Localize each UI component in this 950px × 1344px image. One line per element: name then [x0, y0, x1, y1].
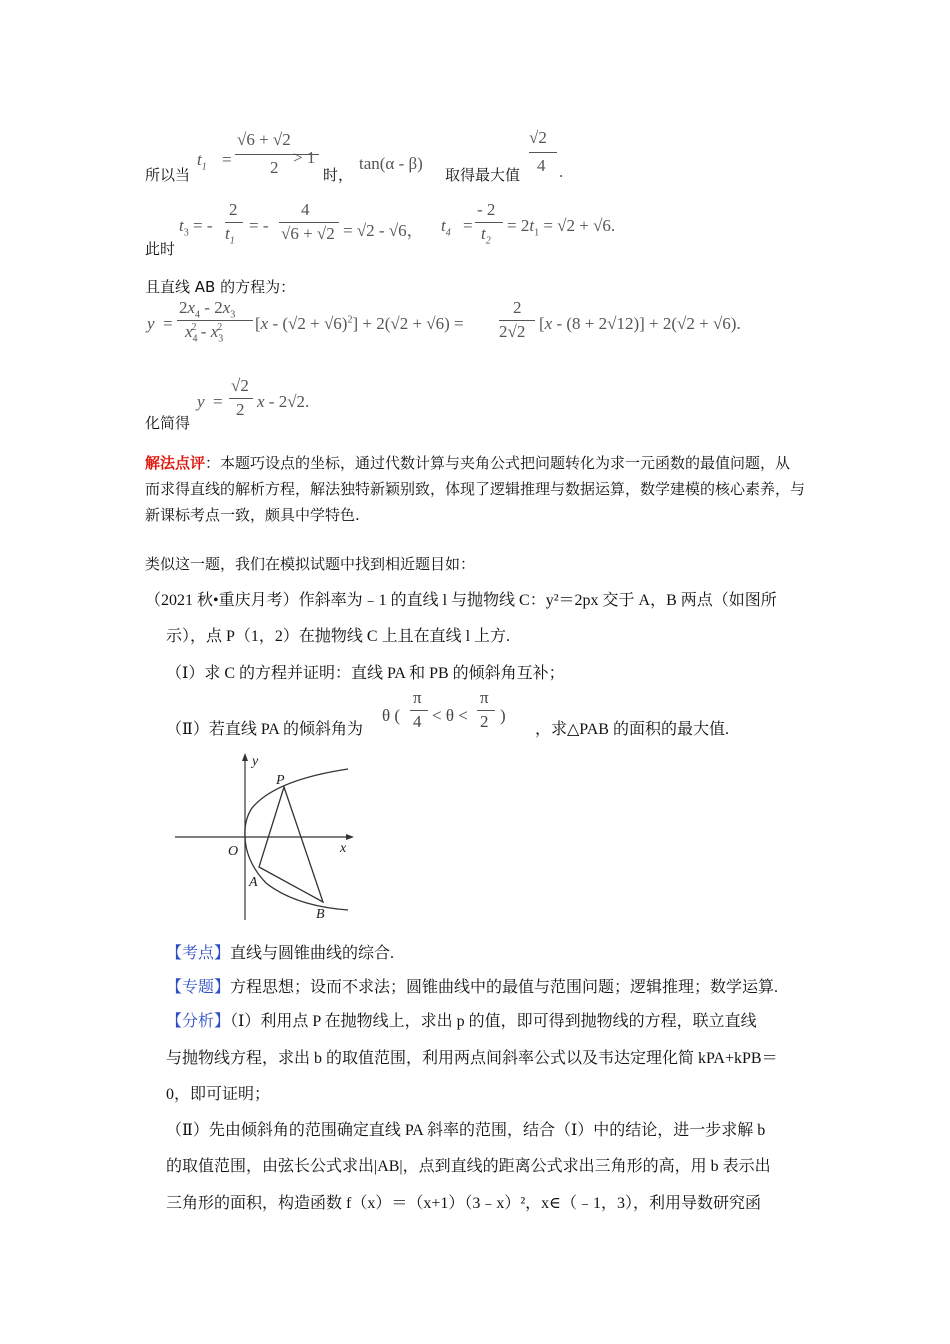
problem-line-1 [145, 587, 777, 610]
problem-source: （2021 秋•重庆月考） [145, 592, 299, 609]
method-comment [145, 450, 805, 528]
text-max-value: 取得最大值 [445, 166, 521, 184]
tan-expression: tan(α - β) [359, 154, 423, 173]
x-axis-arrow [346, 834, 354, 840]
label-b: B [316, 907, 325, 922]
fenxi-text-6: 三角形的面积，构造函数 f（x）＝（x+1）（3﹣x）²，x∈（﹣1，3），利用导数研究函 [166, 1195, 761, 1212]
zhuanti-tag: 【专题】 [166, 979, 231, 996]
part2-suffix: ，求△PAB 的面积的最大值. [535, 721, 729, 738]
line-t3-t4 [145, 198, 845, 258]
label-a: A [249, 875, 258, 890]
line-ab-equation [145, 276, 845, 356]
y-axis-arrow [242, 753, 248, 761]
ab-equation-formula: y = $2x_4 - 2x_3$ $x_4^2 - x_3^2$ $[x - (√2 + √6)^2] + 2(√2 + √6)$ = 2 2√2 [x - (8 + 2√12)] + 2(√2 + √6). [147, 298, 741, 345]
text-ab-equation-label: 且直线 AB 的方程为： [145, 278, 296, 296]
text-cishi: 此时 [145, 240, 176, 258]
period: . [559, 162, 564, 181]
fenxi-tag: 【分析】 [166, 1013, 231, 1030]
part2-prefix: （Ⅱ）若直线 PA 的倾斜角为 [166, 721, 363, 738]
text-huajiande: 化简得 [145, 414, 191, 432]
t3-t4-formula: $t_3$ = - 2 $t_1$ = - 4 √6 + √2 = √2 - √6， $t_4$ = - 2 $t_2$ = $2t_1 = √2 + √6$. [179, 200, 616, 247]
comment-title: 解法点评 [145, 454, 206, 472]
label-y: y [252, 754, 259, 769]
fenxi-text-5: 的取值范围，由弦长公式求出|AB|，点到直线的距离公式求出三角形的高，用 b 表示出 [166, 1158, 771, 1175]
text-shi: 时， [323, 166, 354, 184]
label-x: x [340, 841, 347, 856]
fenxi-text-3: 0，即可证明； [166, 1086, 271, 1103]
max-value-fraction: √2 4 [529, 128, 559, 184]
problem-part2 [166, 716, 363, 739]
fenxi-text-4: （Ⅱ）先由倾斜角的范围确定直线 PA 斜率的范围，结合（Ⅰ）中的结论，进一步求解 b [166, 1122, 766, 1139]
kaodian-line [166, 940, 394, 963]
label-p: P [276, 773, 285, 788]
kaodian-text: 直线与圆锥曲线的综合. [230, 945, 395, 962]
problem-stem-2: 示），点 P（1，2）在抛物线 C 上且在直线 l 上方. [166, 628, 511, 645]
parabola-figure [170, 748, 360, 924]
simplified-formula: y = √2 2 x - 2√2. [197, 376, 310, 419]
line-simplified [145, 374, 545, 434]
t1-formula: $t_1$ = √6 + √2 2 > 1 [197, 130, 321, 190]
fenxi-text-2: 与抛物线方程，求出 b 的取值范围，利用两点间斜率公式以及韦达定理化简 kPA+kPB＝ [166, 1050, 778, 1067]
kaodian-tag: 【考点】 [166, 945, 231, 962]
theta-condition: θ ( π 4 < θ < π 2 ) [382, 688, 506, 731]
zhuanti-line [166, 974, 778, 997]
text-suoyidang: 所以当 [145, 166, 191, 184]
fenxi-line-1 [166, 1008, 757, 1031]
parabola-curve [245, 769, 348, 910]
similar-intro: 类似这一题，我们在模拟试题中找到相近题目如： [145, 555, 476, 573]
problem-part1: （Ⅰ）求 C 的方程并证明：直线 PA 和 PB 的倾斜角互补； [166, 665, 565, 682]
zhuanti-text: 方程思想；设而不求法；圆锥曲线中的最值与范围问题；逻辑推理；数学运算. [230, 979, 779, 996]
fenxi-text-1: （Ⅰ）利用点 P 在抛物线上，求出 p 的值，即可得到抛物线的方程，联立直线 [230, 1013, 757, 1030]
problem-stem-1: 作斜率为﹣1 的直线 l 与抛物线 C：y²＝2px 交于 A，B 两点（如图所 [298, 592, 777, 609]
label-o: O [228, 844, 239, 859]
comment-text: ：本题巧设点的坐标，通过代数计算与夹角公式把问题转化为求一元函数的最值问题，从而求得直线的解析方程，解法独特新颖别致，体现了逻辑推理与数据运算，数学建模的核心素养，与新课标考点一致，颇具中学特色. [145, 454, 806, 524]
